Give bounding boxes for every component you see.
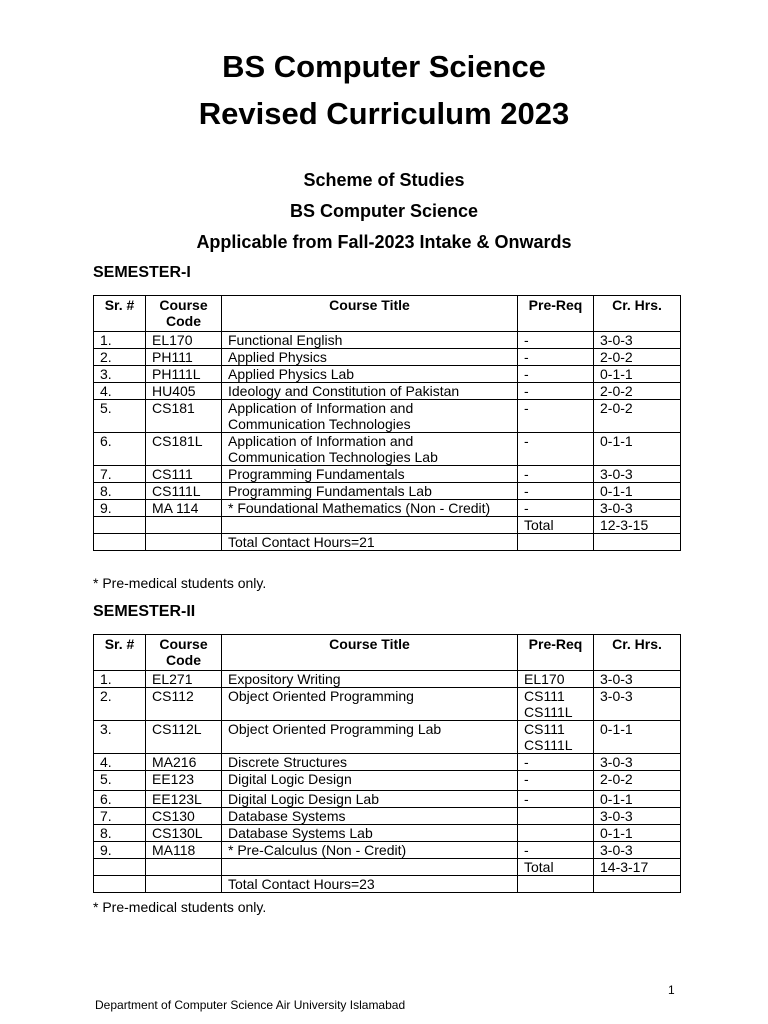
table-row — [94, 688, 681, 721]
row-sr: 6. — [94, 433, 146, 466]
row-title: Object Oriented Programming — [222, 688, 518, 721]
row-code: PH111L — [146, 366, 222, 383]
semester2-table — [93, 634, 681, 893]
row-sr: 4. — [94, 754, 146, 771]
row-code: CS181L — [146, 433, 222, 466]
row-title: Applied Physics — [222, 349, 518, 366]
row-title: Programming Fundamentals Lab — [222, 483, 518, 500]
total-row — [94, 517, 681, 534]
row-code: CS111 — [146, 466, 222, 483]
row-title: Database Systems — [222, 808, 518, 825]
row-sr: 4. — [94, 383, 146, 400]
total-row — [94, 859, 681, 876]
row-prereq: CS111 CS111L — [518, 688, 594, 721]
row-code: CS130L — [146, 825, 222, 842]
row-credits: 3-0-3 — [594, 466, 681, 483]
table-row — [94, 332, 681, 349]
row-credits: 3-0-3 — [594, 332, 681, 349]
header-course-code: Course Code — [146, 296, 222, 332]
row-title: Applied Physics Lab — [222, 366, 518, 383]
row-credits: 2-0-2 — [594, 349, 681, 366]
row-credits: 3-0-3 — [594, 688, 681, 721]
contact-hours-row — [94, 534, 681, 551]
semester1-note: * Pre-medical students only. — [93, 575, 267, 591]
total-label: Total — [518, 859, 594, 876]
contact-hours-row — [94, 876, 681, 893]
row-sr: 8. — [94, 483, 146, 500]
row-prereq — [518, 808, 594, 825]
subtitle-scheme: Scheme of Studies — [303, 170, 465, 190]
row-sr: 1. — [94, 671, 146, 688]
page-number: 1 — [668, 983, 675, 997]
row-title: Functional English — [222, 332, 518, 349]
row-credits: 3-0-3 — [594, 808, 681, 825]
row-title: Object Oriented Programming Lab — [222, 721, 518, 754]
row-prereq: - — [518, 332, 594, 349]
total-label: Total — [518, 517, 594, 534]
row-prereq: - — [518, 483, 594, 500]
semester1-heading: SEMESTER-I — [93, 264, 191, 281]
row-credits: 2-0-2 — [594, 771, 681, 791]
row-credits: 3-0-3 — [594, 754, 681, 771]
contact-hours: Total Contact Hours=21 — [222, 534, 518, 551]
row-sr: 8. — [94, 825, 146, 842]
table-row — [94, 825, 681, 842]
semester2-heading: SEMESTER-II — [93, 603, 196, 620]
row-code: CS111L — [146, 483, 222, 500]
header-course-code: Course Code — [146, 635, 222, 671]
table-row — [94, 433, 681, 466]
header-prereq: Pre-Req — [518, 635, 594, 671]
row-code: CS112 — [146, 688, 222, 721]
semester2-note: * Pre-medical students only. — [93, 899, 267, 915]
row-prereq: - — [518, 771, 594, 791]
row-prereq: - — [518, 466, 594, 483]
row-sr: 7. — [94, 808, 146, 825]
header-credits: Cr. Hrs. — [594, 296, 681, 332]
row-prereq: - — [518, 754, 594, 771]
row-prereq: - — [518, 383, 594, 400]
row-code: EE123 — [146, 771, 222, 791]
row-sr: 2. — [94, 688, 146, 721]
header-course-title: Course Title — [222, 635, 518, 671]
subtitle-applicability: Applicable from Fall-2023 Intake & Onwards — [196, 232, 572, 252]
row-sr: 7. — [94, 466, 146, 483]
row-prereq: - — [518, 791, 594, 808]
row-prereq: - — [518, 433, 594, 466]
row-code: EE123L — [146, 791, 222, 808]
row-title: Expository Writing — [222, 671, 518, 688]
row-title: Digital Logic Design — [222, 771, 518, 791]
row-title: Digital Logic Design Lab — [222, 791, 518, 808]
table-row — [94, 383, 681, 400]
page-footer: Department of Computer Science Air University Islamabad — [95, 998, 406, 1012]
row-code: EL170 — [146, 332, 222, 349]
table-row — [94, 842, 681, 859]
row-title: * Pre-Calculus (Non - Credit) — [222, 842, 518, 859]
table-header-row — [94, 635, 681, 671]
header-course-title: Course Title — [222, 296, 518, 332]
row-credits: 0-1-1 — [594, 721, 681, 754]
row-code: EL271 — [146, 671, 222, 688]
total-value: 12-3-15 — [594, 517, 681, 534]
row-prereq: - — [518, 842, 594, 859]
row-sr: 1. — [94, 332, 146, 349]
row-credits: 0-1-1 — [594, 483, 681, 500]
row-credits: 0-1-1 — [594, 791, 681, 808]
row-code: HU405 — [146, 383, 222, 400]
row-credits: 0-1-1 — [594, 433, 681, 466]
row-title: Programming Fundamentals — [222, 466, 518, 483]
row-sr: 5. — [94, 400, 146, 433]
table-header-row — [94, 296, 681, 332]
row-credits: 3-0-3 — [594, 500, 681, 517]
row-code: CS112L — [146, 721, 222, 754]
table-row — [94, 754, 681, 771]
table-row — [94, 791, 681, 808]
table-row — [94, 808, 681, 825]
header-sr: Sr. # — [94, 635, 146, 671]
total-value: 14-3-17 — [594, 859, 681, 876]
row-credits: 3-0-3 — [594, 842, 681, 859]
table-row — [94, 721, 681, 754]
semester1-table — [93, 295, 681, 551]
row-code: CS130 — [146, 808, 222, 825]
row-prereq: - — [518, 366, 594, 383]
contact-hours: Total Contact Hours=23 — [222, 876, 518, 893]
document-title-line2: Revised Curriculum 2023 — [198, 96, 570, 131]
row-prereq — [518, 825, 594, 842]
row-code: MA 114 — [146, 500, 222, 517]
header-sr: Sr. # — [94, 296, 146, 332]
row-title: Database Systems Lab — [222, 825, 518, 842]
table-row — [94, 400, 681, 433]
row-sr: 9. — [94, 500, 146, 517]
row-sr: 2. — [94, 349, 146, 366]
table-row — [94, 349, 681, 366]
row-code: MA118 — [146, 842, 222, 859]
row-title: Discrete Structures — [222, 754, 518, 771]
row-title: Application of Information and Communication Technologies Lab — [222, 433, 518, 466]
row-title: Application of Information and Communication Technologies — [222, 400, 518, 433]
row-credits: 3-0-3 — [594, 671, 681, 688]
subtitle-program: BS Computer Science — [289, 201, 479, 221]
table-row — [94, 671, 681, 688]
row-sr: 3. — [94, 366, 146, 383]
row-sr: 9. — [94, 842, 146, 859]
table-row — [94, 366, 681, 383]
row-credits: 2-0-2 — [594, 383, 681, 400]
row-code: MA216 — [146, 754, 222, 771]
row-prereq: CS111 CS111L — [518, 721, 594, 754]
header-credits: Cr. Hrs. — [594, 635, 681, 671]
table-row — [94, 466, 681, 483]
document-title-line1: BS Computer Science — [222, 49, 546, 84]
row-sr: 5. — [94, 771, 146, 791]
row-prereq: - — [518, 500, 594, 517]
header-prereq: Pre-Req — [518, 296, 594, 332]
table-row — [94, 483, 681, 500]
row-code: PH111 — [146, 349, 222, 366]
row-credits: 0-1-1 — [594, 825, 681, 842]
row-title: * Foundational Mathematics (Non - Credit) — [222, 500, 518, 517]
table-row — [94, 500, 681, 517]
row-prereq: - — [518, 400, 594, 433]
table-row — [94, 771, 681, 791]
row-credits: 2-0-2 — [594, 400, 681, 433]
row-sr: 6. — [94, 791, 146, 808]
row-credits: 0-1-1 — [594, 366, 681, 383]
row-title: Ideology and Constitution of Pakistan — [222, 383, 518, 400]
row-prereq: EL170 — [518, 671, 594, 688]
row-prereq: - — [518, 349, 594, 366]
row-sr: 3. — [94, 721, 146, 754]
row-code: CS181 — [146, 400, 222, 433]
